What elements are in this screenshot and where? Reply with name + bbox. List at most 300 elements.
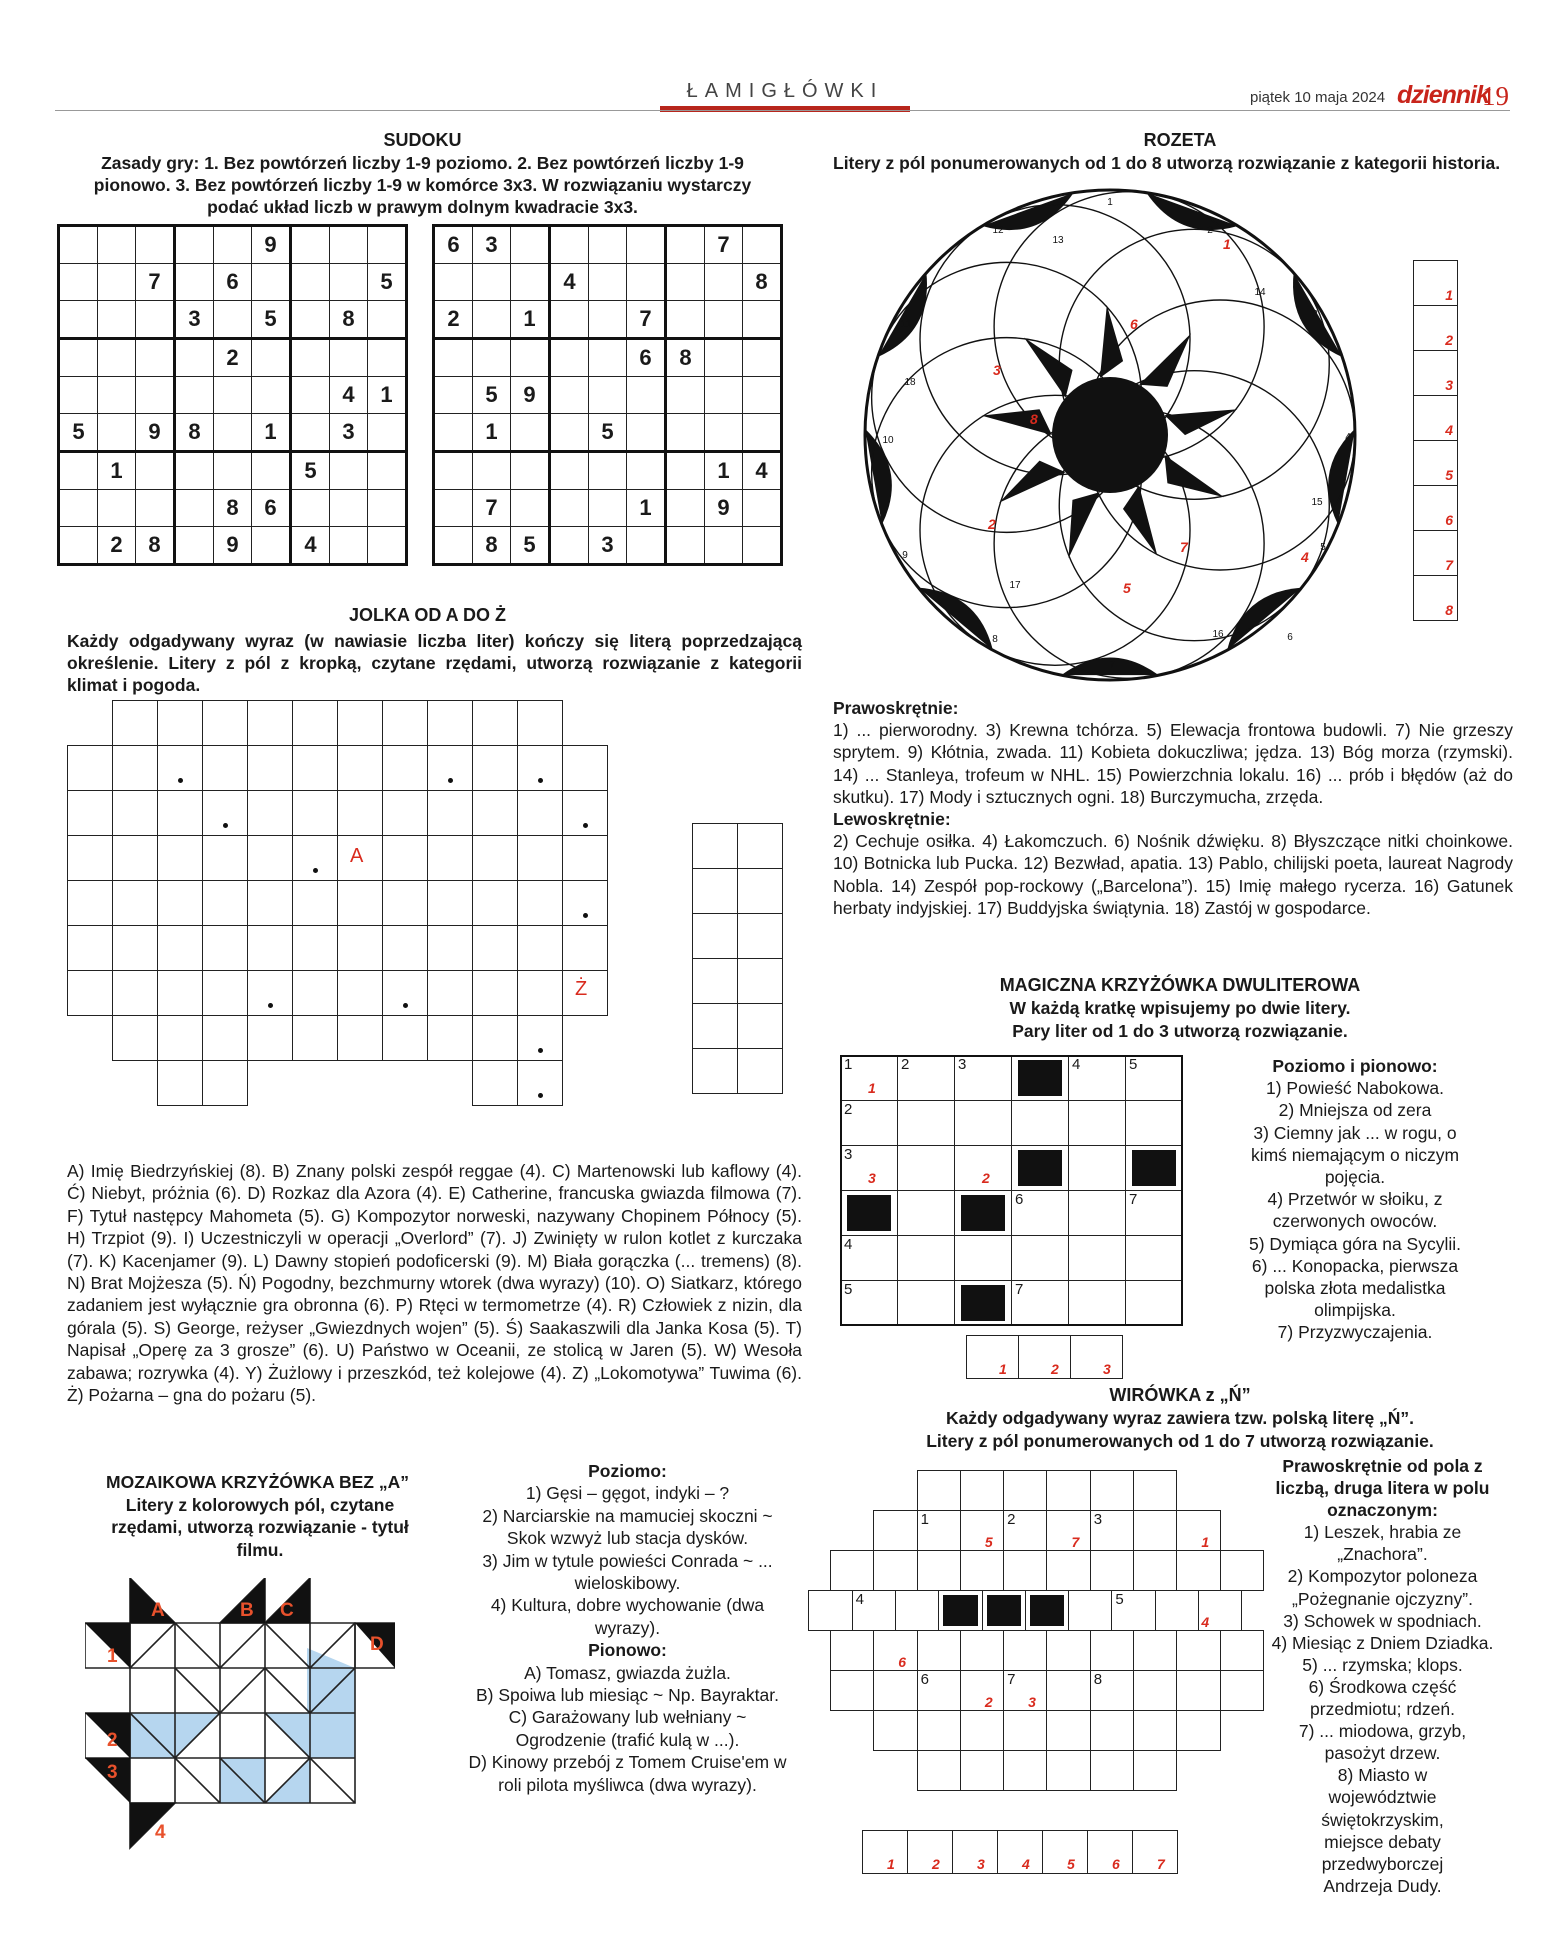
- sudoku-cell[interactable]: [434, 339, 473, 377]
- wirowka-cell[interactable]: [1176, 1550, 1220, 1591]
- sudoku-cell[interactable]: [136, 490, 175, 527]
- magiczna-cell[interactable]: [1125, 1055, 1183, 1101]
- jolka-cell[interactable]: [382, 835, 428, 881]
- sudoku-cell[interactable]: [214, 226, 252, 264]
- jolka-cell[interactable]: [112, 790, 158, 836]
- sudoku-cell[interactable]: [589, 226, 627, 264]
- sudoku-cell[interactable]: [473, 301, 511, 339]
- jolka-cell[interactable]: [562, 925, 608, 971]
- sudoku-cell[interactable]: [511, 264, 550, 301]
- magiczna-cell[interactable]: [840, 1100, 898, 1146]
- jolka-cell[interactable]: [382, 880, 428, 926]
- sudoku-cell[interactable]: 5: [589, 414, 627, 452]
- sudoku-cell[interactable]: 1: [473, 414, 511, 452]
- sudoku-cell[interactable]: [291, 377, 330, 414]
- wirowka-cell[interactable]: [830, 1670, 874, 1711]
- wirowka-cell[interactable]: [960, 1750, 1004, 1791]
- magiczna-cell[interactable]: [1068, 1055, 1126, 1101]
- magiczna-cell[interactable]: [1125, 1100, 1183, 1146]
- sudoku-cell[interactable]: [368, 339, 407, 377]
- jolka-cell[interactable]: [292, 925, 338, 971]
- wirowka-answer-cell[interactable]: [907, 1830, 953, 1874]
- jolka-cell[interactable]: [517, 1060, 563, 1106]
- sudoku-cell[interactable]: [434, 414, 473, 452]
- magiczna-cell[interactable]: [954, 1235, 1012, 1281]
- jolka-cell[interactable]: [337, 970, 383, 1016]
- sudoku-cell[interactable]: [59, 490, 98, 527]
- wirowka-cell[interactable]: [1133, 1670, 1177, 1711]
- wirowka-cell[interactable]: [917, 1670, 961, 1711]
- sudoku-cell[interactable]: [511, 339, 550, 377]
- sudoku-cell[interactable]: [666, 452, 705, 490]
- jolka-cell[interactable]: [202, 745, 248, 791]
- jolka-answer-cell[interactable]: [692, 1048, 738, 1094]
- wirowka-cell[interactable]: [873, 1630, 917, 1671]
- jolka-cell[interactable]: [562, 790, 608, 836]
- wirowka-cell[interactable]: [895, 1590, 939, 1631]
- sudoku-cell[interactable]: [98, 226, 136, 264]
- wirowka-cell[interactable]: [1155, 1590, 1199, 1631]
- sudoku-cell[interactable]: [705, 377, 743, 414]
- sudoku-cell[interactable]: [59, 264, 98, 301]
- sudoku-cell[interactable]: [743, 377, 782, 414]
- wirowka-cell[interactable]: [1046, 1710, 1090, 1751]
- jolka-cell[interactable]: [472, 700, 518, 746]
- wirowka-cell[interactable]: [917, 1470, 961, 1511]
- sudoku-cell[interactable]: [368, 490, 407, 527]
- sudoku-cell[interactable]: 2: [98, 527, 136, 565]
- wirowka-cell[interactable]: [1003, 1470, 1047, 1511]
- jolka-cell[interactable]: [337, 790, 383, 836]
- jolka-cell[interactable]: [427, 835, 473, 881]
- jolka-cell[interactable]: [292, 1015, 338, 1061]
- sudoku-cell[interactable]: [627, 414, 666, 452]
- sudoku-cell[interactable]: 9: [705, 490, 743, 527]
- sudoku-cell[interactable]: 8: [175, 414, 214, 452]
- jolka-cell[interactable]: [247, 790, 293, 836]
- sudoku-cell[interactable]: 6: [252, 490, 291, 527]
- wirowka-cell[interactable]: [1003, 1750, 1047, 1791]
- sudoku-cell[interactable]: [589, 490, 627, 527]
- sudoku-cell[interactable]: 8: [473, 527, 511, 565]
- jolka-cell[interactable]: [472, 925, 518, 971]
- sudoku-cell[interactable]: [136, 339, 175, 377]
- sudoku-cell[interactable]: [705, 264, 743, 301]
- jolka-cell[interactable]: [472, 880, 518, 926]
- sudoku-cell[interactable]: [330, 490, 368, 527]
- sudoku-cell[interactable]: 5: [473, 377, 511, 414]
- jolka-cell[interactable]: [427, 970, 473, 1016]
- sudoku-cell[interactable]: [59, 226, 98, 264]
- sudoku-cell[interactable]: [175, 226, 214, 264]
- magiczna-cell[interactable]: [954, 1100, 1012, 1146]
- wirowka-cell[interactable]: [960, 1670, 1004, 1711]
- sudoku-cell[interactable]: 8: [136, 527, 175, 565]
- sudoku-cell[interactable]: [175, 452, 214, 490]
- sudoku-cell[interactable]: [666, 226, 705, 264]
- sudoku-cell[interactable]: 5: [368, 264, 407, 301]
- wirowka-cell[interactable]: [1003, 1710, 1047, 1751]
- sudoku-cell[interactable]: 1: [627, 490, 666, 527]
- wirowka-cell[interactable]: [1133, 1510, 1177, 1551]
- jolka-cell[interactable]: [517, 970, 563, 1016]
- sudoku-cell[interactable]: [627, 264, 666, 301]
- sudoku-cell[interactable]: [291, 264, 330, 301]
- jolka-cell[interactable]: [382, 970, 428, 1016]
- jolka-answer-cell[interactable]: [737, 823, 783, 869]
- wirowka-cell[interactable]: [917, 1750, 961, 1791]
- magiczna-cell[interactable]: [897, 1055, 955, 1101]
- sudoku-cell[interactable]: 1: [511, 301, 550, 339]
- jolka-cell[interactable]: [67, 970, 113, 1016]
- sudoku-cell[interactable]: [330, 264, 368, 301]
- wirowka-cell[interactable]: [1046, 1550, 1090, 1591]
- jolka-cell[interactable]: [202, 700, 248, 746]
- rozeta-answer-cell[interactable]: [1413, 260, 1458, 306]
- wirowka-cell[interactable]: [1133, 1630, 1177, 1671]
- jolka-cell[interactable]: [292, 880, 338, 926]
- jolka-answer-cell[interactable]: [737, 1048, 783, 1094]
- sudoku-cell[interactable]: [666, 264, 705, 301]
- jolka-cell[interactable]: [292, 700, 338, 746]
- wirowka-cell[interactable]: [1090, 1670, 1134, 1711]
- jolka-cell[interactable]: [157, 745, 203, 791]
- sudoku-cell[interactable]: 6: [434, 226, 473, 264]
- magiczna-cell[interactable]: [840, 1280, 898, 1326]
- jolka-cell[interactable]: [517, 835, 563, 881]
- sudoku-cell[interactable]: [666, 301, 705, 339]
- sudoku-cell[interactable]: 1: [252, 414, 291, 452]
- magiczna-answer-cell[interactable]: [1070, 1335, 1123, 1379]
- rozeta-answer-cell[interactable]: [1413, 485, 1458, 531]
- sudoku-cell[interactable]: 8: [330, 301, 368, 339]
- sudoku-cell[interactable]: [98, 490, 136, 527]
- wirowka-cell[interactable]: [873, 1550, 917, 1591]
- sudoku-cell[interactable]: [666, 414, 705, 452]
- sudoku-cell[interactable]: [252, 264, 291, 301]
- sudoku-cell[interactable]: 1: [705, 452, 743, 490]
- wirowka-cell[interactable]: [1090, 1510, 1134, 1551]
- jolka-cell[interactable]: [157, 880, 203, 926]
- sudoku-cell[interactable]: [705, 527, 743, 565]
- wirowka-cell[interactable]: [1176, 1510, 1220, 1551]
- sudoku-cell[interactable]: [59, 527, 98, 565]
- wirowka-cell[interactable]: [1003, 1630, 1047, 1671]
- jolka-cell[interactable]: [247, 970, 293, 1016]
- jolka-cell[interactable]: [292, 970, 338, 1016]
- wirowka-cell[interactable]: [917, 1510, 961, 1551]
- jolka-cell[interactable]: [112, 1015, 158, 1061]
- sudoku-cell[interactable]: [330, 527, 368, 565]
- sudoku-cell[interactable]: [98, 414, 136, 452]
- sudoku-cell[interactable]: [136, 301, 175, 339]
- jolka-cell[interactable]: [517, 745, 563, 791]
- sudoku-cell[interactable]: 2: [434, 301, 473, 339]
- rozeta-answer-cell[interactable]: [1413, 305, 1458, 351]
- wirowka-cell[interactable]: [830, 1630, 874, 1671]
- sudoku-cell[interactable]: [589, 339, 627, 377]
- sudoku-cell[interactable]: [252, 527, 291, 565]
- magiczna-cell[interactable]: [1011, 1235, 1069, 1281]
- wirowka-cell[interactable]: [873, 1710, 917, 1751]
- wirowka-cell[interactable]: [1046, 1470, 1090, 1511]
- jolka-answer-cell[interactable]: [737, 913, 783, 959]
- sudoku-cell[interactable]: 9: [214, 527, 252, 565]
- jolka-cell[interactable]: [112, 745, 158, 791]
- rozeta-answer-cell[interactable]: [1413, 575, 1458, 621]
- sudoku-cell[interactable]: 7: [136, 264, 175, 301]
- wirowka-cell[interactable]: [1068, 1590, 1112, 1631]
- sudoku-cell[interactable]: [589, 301, 627, 339]
- jolka-cell[interactable]: [202, 790, 248, 836]
- jolka-cell[interactable]: [247, 700, 293, 746]
- wirowka-cell[interactable]: [917, 1630, 961, 1671]
- sudoku-cell[interactable]: [368, 527, 407, 565]
- sudoku-cell[interactable]: 4: [330, 377, 368, 414]
- rozeta-answer-cell[interactable]: [1413, 350, 1458, 396]
- sudoku-cell[interactable]: [550, 301, 589, 339]
- sudoku-cell[interactable]: 3: [330, 414, 368, 452]
- magiczna-cell[interactable]: [1068, 1235, 1126, 1281]
- sudoku-cell[interactable]: [330, 226, 368, 264]
- wirowka-cell[interactable]: [960, 1470, 1004, 1511]
- sudoku-cell[interactable]: [59, 339, 98, 377]
- jolka-cell[interactable]: [112, 925, 158, 971]
- jolka-answer-cell[interactable]: [692, 868, 738, 914]
- sudoku-cell[interactable]: 8: [214, 490, 252, 527]
- sudoku-cell[interactable]: [511, 452, 550, 490]
- jolka-cell[interactable]: [247, 1015, 293, 1061]
- sudoku-cell[interactable]: [434, 452, 473, 490]
- wirowka-cell[interactable]: [1133, 1710, 1177, 1751]
- wirowka-cell[interactable]: [1046, 1510, 1090, 1551]
- wirowka-cell[interactable]: [1046, 1630, 1090, 1671]
- jolka-cell[interactable]: [292, 790, 338, 836]
- magiczna-cell[interactable]: [1068, 1145, 1126, 1191]
- magiczna-answer-cell[interactable]: [1018, 1335, 1071, 1379]
- sudoku-cell[interactable]: [550, 414, 589, 452]
- sudoku-cell[interactable]: [175, 377, 214, 414]
- jolka-cell[interactable]: [292, 835, 338, 881]
- sudoku-cell[interactable]: [627, 527, 666, 565]
- jolka-cell[interactable]: [517, 790, 563, 836]
- jolka-cell[interactable]: [112, 880, 158, 926]
- magiczna-cell[interactable]: [897, 1100, 955, 1146]
- magiczna-cell[interactable]: [1011, 1100, 1069, 1146]
- jolka-cell[interactable]: [382, 700, 428, 746]
- jolka-answer-cell[interactable]: [737, 958, 783, 1004]
- sudoku-cell[interactable]: 6: [214, 264, 252, 301]
- sudoku-cell[interactable]: 3: [175, 301, 214, 339]
- jolka-answer-cell[interactable]: [692, 823, 738, 869]
- sudoku-cell[interactable]: 4: [743, 452, 782, 490]
- sudoku-cell[interactable]: 5: [59, 414, 98, 452]
- sudoku-cell[interactable]: [589, 377, 627, 414]
- wirowka-answer-cell[interactable]: [862, 1830, 908, 1874]
- sudoku-cell[interactable]: [175, 490, 214, 527]
- sudoku-cell[interactable]: [743, 490, 782, 527]
- sudoku-cell[interactable]: [550, 452, 589, 490]
- sudoku-cell[interactable]: [473, 452, 511, 490]
- jolka-cell[interactable]: [337, 700, 383, 746]
- wirowka-cell[interactable]: [1090, 1630, 1134, 1671]
- sudoku-cell[interactable]: [550, 226, 589, 264]
- sudoku-cell[interactable]: [627, 452, 666, 490]
- jolka-cell[interactable]: [427, 925, 473, 971]
- sudoku-cell[interactable]: [743, 226, 782, 264]
- jolka-cell[interactable]: [382, 1015, 428, 1061]
- jolka-cell[interactable]: [472, 835, 518, 881]
- jolka-cell[interactable]: [202, 835, 248, 881]
- sudoku-cell[interactable]: [291, 414, 330, 452]
- sudoku-cell[interactable]: [627, 377, 666, 414]
- sudoku-cell[interactable]: [550, 527, 589, 565]
- sudoku-cell[interactable]: 8: [666, 339, 705, 377]
- jolka-cell[interactable]: [562, 835, 608, 881]
- magiczna-cell[interactable]: [1125, 1190, 1183, 1236]
- sudoku-cell[interactable]: [550, 377, 589, 414]
- sudoku-cell[interactable]: 4: [291, 527, 330, 565]
- sudoku-cell[interactable]: [743, 301, 782, 339]
- wirowka-cell[interactable]: [960, 1630, 1004, 1671]
- wirowka-cell[interactable]: [1003, 1670, 1047, 1711]
- sudoku-cell[interactable]: [627, 226, 666, 264]
- sudoku-cell[interactable]: 7: [627, 301, 666, 339]
- wirowka-cell[interactable]: [1133, 1750, 1177, 1791]
- sudoku-cell[interactable]: [589, 452, 627, 490]
- wirowka-answer-cell[interactable]: [952, 1830, 998, 1874]
- magiczna-cell[interactable]: [1125, 1280, 1183, 1326]
- sudoku-cell[interactable]: [511, 226, 550, 264]
- sudoku-cell[interactable]: [59, 452, 98, 490]
- jolka-answer-cell[interactable]: [737, 868, 783, 914]
- magiczna-cell[interactable]: [897, 1145, 955, 1191]
- jolka-cell[interactable]: [472, 790, 518, 836]
- sudoku-cell[interactable]: 3: [473, 226, 511, 264]
- sudoku-cell[interactable]: 2: [214, 339, 252, 377]
- sudoku-cell[interactable]: [666, 527, 705, 565]
- sudoku-cell[interactable]: [291, 490, 330, 527]
- jolka-cell[interactable]: [157, 970, 203, 1016]
- wirowka-cell[interactable]: [1090, 1470, 1134, 1511]
- sudoku-cell[interactable]: 5: [252, 301, 291, 339]
- sudoku-cell[interactable]: [98, 377, 136, 414]
- jolka-cell[interactable]: [202, 925, 248, 971]
- jolka-answer-cell[interactable]: [737, 1003, 783, 1049]
- sudoku-cell[interactable]: [368, 452, 407, 490]
- magiczna-cell[interactable]: [1068, 1100, 1126, 1146]
- jolka-cell[interactable]: [517, 880, 563, 926]
- magiczna-cell[interactable]: [1011, 1280, 1069, 1326]
- wirowka-cell[interactable]: [917, 1550, 961, 1591]
- sudoku-cell[interactable]: [473, 339, 511, 377]
- wirowka-cell[interactable]: [1046, 1670, 1090, 1711]
- sudoku-cell[interactable]: [705, 414, 743, 452]
- jolka-cell[interactable]: [337, 880, 383, 926]
- sudoku-cell[interactable]: [214, 452, 252, 490]
- magiczna-cell[interactable]: [1068, 1190, 1126, 1236]
- wirowka-cell[interactable]: [960, 1710, 1004, 1751]
- wirowka-answer-cell[interactable]: [997, 1830, 1043, 1874]
- sudoku-cell[interactable]: [98, 339, 136, 377]
- jolka-cell[interactable]: [247, 745, 293, 791]
- sudoku-cell[interactable]: 6: [627, 339, 666, 377]
- jolka-cell[interactable]: [67, 835, 113, 881]
- jolka-cell[interactable]: [292, 745, 338, 791]
- wirowka-answer-cell[interactable]: [1087, 1830, 1133, 1874]
- jolka-cell[interactable]: [472, 970, 518, 1016]
- jolka-cell[interactable]: [472, 1060, 518, 1106]
- sudoku-cell[interactable]: [511, 414, 550, 452]
- sudoku-cell[interactable]: 1: [368, 377, 407, 414]
- jolka-cell[interactable]: [427, 1015, 473, 1061]
- jolka-cell[interactable]: [202, 880, 248, 926]
- sudoku-cell[interactable]: [589, 264, 627, 301]
- sudoku-cell[interactable]: [550, 339, 589, 377]
- jolka-cell[interactable]: [202, 970, 248, 1016]
- jolka-cell[interactable]: [472, 1015, 518, 1061]
- sudoku-cell[interactable]: [434, 377, 473, 414]
- sudoku-cell[interactable]: [136, 377, 175, 414]
- magiczna-cell[interactable]: [954, 1055, 1012, 1101]
- jolka-cell[interactable]: [382, 790, 428, 836]
- magiczna-cell[interactable]: [897, 1190, 955, 1236]
- sudoku-cell[interactable]: 9: [252, 226, 291, 264]
- sudoku-cell[interactable]: [214, 301, 252, 339]
- wirowka-cell[interactable]: [1176, 1630, 1220, 1671]
- jolka-cell[interactable]: [382, 925, 428, 971]
- jolka-cell[interactable]: [67, 790, 113, 836]
- magiczna-cell[interactable]: [1011, 1190, 1069, 1236]
- jolka-cell[interactable]: [112, 700, 158, 746]
- wirowka-cell[interactable]: [1046, 1750, 1090, 1791]
- wirowka-cell[interactable]: [1111, 1590, 1155, 1631]
- wirowka-cell[interactable]: [852, 1590, 896, 1631]
- sudoku-cell[interactable]: [743, 414, 782, 452]
- sudoku-cell[interactable]: [98, 301, 136, 339]
- sudoku-cell[interactable]: 7: [705, 226, 743, 264]
- jolka-cell[interactable]: [337, 1015, 383, 1061]
- magiczna-cell[interactable]: [1125, 1235, 1183, 1281]
- sudoku-cell[interactable]: [330, 339, 368, 377]
- sudoku-cell[interactable]: 1: [98, 452, 136, 490]
- sudoku-cell[interactable]: [252, 339, 291, 377]
- jolka-cell[interactable]: [112, 835, 158, 881]
- jolka-cell[interactable]: [517, 925, 563, 971]
- jolka-cell[interactable]: [157, 1060, 203, 1106]
- sudoku-cell[interactable]: [666, 377, 705, 414]
- sudoku-cell[interactable]: [252, 377, 291, 414]
- sudoku-cell[interactable]: [291, 301, 330, 339]
- wirowka-cell[interactable]: [1090, 1710, 1134, 1751]
- magiczna-cell[interactable]: [1068, 1280, 1126, 1326]
- sudoku-cell[interactable]: [368, 301, 407, 339]
- sudoku-cell[interactable]: 5: [291, 452, 330, 490]
- jolka-cell[interactable]: [67, 745, 113, 791]
- sudoku-cell[interactable]: [136, 226, 175, 264]
- wirowka-cell[interactable]: [1090, 1750, 1134, 1791]
- wirowka-cell[interactable]: [960, 1510, 1004, 1551]
- wirowka-answer-cell[interactable]: [1042, 1830, 1088, 1874]
- sudoku-cell[interactable]: [291, 339, 330, 377]
- jolka-cell[interactable]: [157, 835, 203, 881]
- jolka-cell[interactable]: [157, 790, 203, 836]
- jolka-cell[interactable]: [427, 880, 473, 926]
- sudoku-cell[interactable]: [368, 226, 407, 264]
- wirowka-cell[interactable]: [830, 1550, 874, 1591]
- sudoku-cell[interactable]: [175, 339, 214, 377]
- jolka-cell[interactable]: [247, 880, 293, 926]
